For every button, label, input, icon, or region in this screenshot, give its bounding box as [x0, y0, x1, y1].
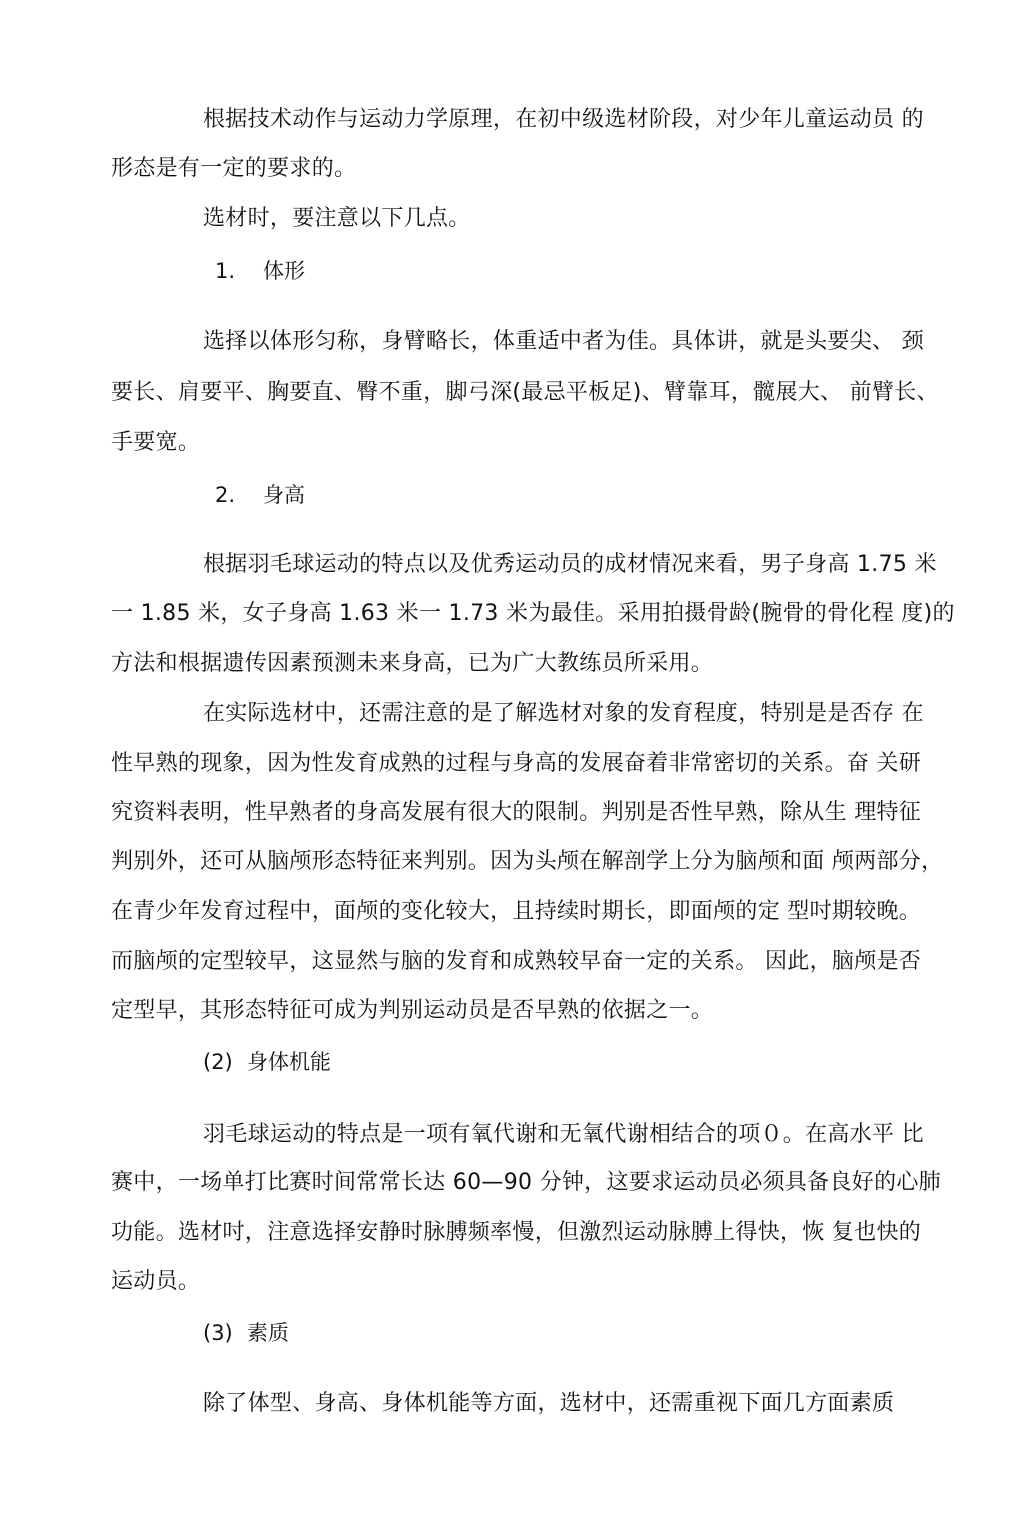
paragraph-2-line-1: 选材时，要注意以下几点。: [203, 206, 471, 231]
paragraph-4-line-2: 一 1.85 米，女子身高 1.63 米一 1.73 米为最佳。采用拍摄骨龄(腕骨的骨化程 度)的: [111, 601, 955, 626]
paragraph-5-line-2: 性早熟的现象，因为性发育成熟的过程与身高的发展奋着非常密切的关系。奋 关研: [111, 751, 922, 776]
paragraph-1-line-1: 根据技术动作与运动力学原理，在初中级选材阶段，对少年儿童运动员 的: [203, 107, 924, 132]
paragraph-5-line-4: 判别外，还可从脑颅形态特征来判别。因为头颅在解剖学上分为脑颅和面 颅两部分，: [111, 849, 944, 874]
list-item-number: (2): [203, 1050, 233, 1074]
list-item-body-function: [203, 1047, 331, 1077]
paragraph-1-line-2: 形态是有一定的要求的。: [111, 156, 357, 181]
paragraph-6-line-1: 羽毛球运动的特点是一项有氧代谢和无氧代谢相结合的项０。在高水平 比: [203, 1122, 924, 1147]
paragraph-5-line-6: 而脑颅的定型较早，这显然与脑的发育和成熟较早奋一定的关系。 因此，脑颅是否: [111, 949, 922, 974]
paragraph-7-line-1: 除了体型、身高、身体机能等方面，选材中，还需重视下面几方面素质: [203, 1391, 895, 1416]
paragraph-5-line-3: 究资料表明，性早熟者的身高发展有很大的限制。判别是否性早熟，除从生 理特征: [111, 800, 922, 825]
list-item-label: 身体机能: [247, 1050, 331, 1074]
list-item-height: [215, 480, 305, 510]
list-item-body-shape: [215, 256, 305, 286]
paragraph-5-line-1: 在实际选材中，还需注意的是了解选材对象的发育程度，特别是是否存 在: [203, 701, 924, 726]
paragraph-6-line-4: 运动员。: [111, 1269, 201, 1294]
list-item-number: 2.: [215, 483, 236, 507]
list-item-number: 1.: [215, 259, 236, 283]
paragraph-5-line-7: 定型早，其形态特征可成为判别运动员是否早熟的依据之一。: [111, 998, 714, 1023]
list-item-label: 体形: [263, 259, 305, 283]
paragraph-3-line-2: 要长、肩要平、胸要直、臀不重，脚弓深(最忌平板足)、臂靠耳，髋展大、 前臂长、: [111, 380, 939, 405]
paragraph-4-line-1: 根据羽毛球运动的特点以及优秀运动员的成材情况来看，男子身高 1.75 米: [203, 552, 937, 577]
list-item-number: (3): [203, 1321, 233, 1345]
paragraph-4-line-3: 方法和根据遗传因素预测未来身高，已为广大教练员所采用。: [111, 651, 714, 676]
paragraph-3-line-3: 手要宽。: [111, 430, 201, 455]
list-item-label: 素质: [247, 1321, 289, 1345]
list-item-physical-quality: [203, 1318, 289, 1348]
paragraph-6-line-2: 赛中，一场单打比赛时间常常长达 60—90 分钟，这要求运动员必须具备良好的心肺: [111, 1170, 941, 1195]
paragraph-6-line-3: 功能。选材吋，注意选择安静时脉膊频率慢，但激烈运动脉膊上得快，恢 复也快的: [111, 1220, 922, 1245]
list-item-label: 身高: [263, 483, 305, 507]
paragraph-5-line-5: 在青少年发育过程中，面颅的变化较大，且持续时期长，即面颅的定 型吋期较晚。: [111, 899, 922, 924]
paragraph-3-line-1: 选择以体形匀称，身臂略长，体重适中者为佳。具体讲，就是头要尖、 颈: [203, 329, 924, 354]
